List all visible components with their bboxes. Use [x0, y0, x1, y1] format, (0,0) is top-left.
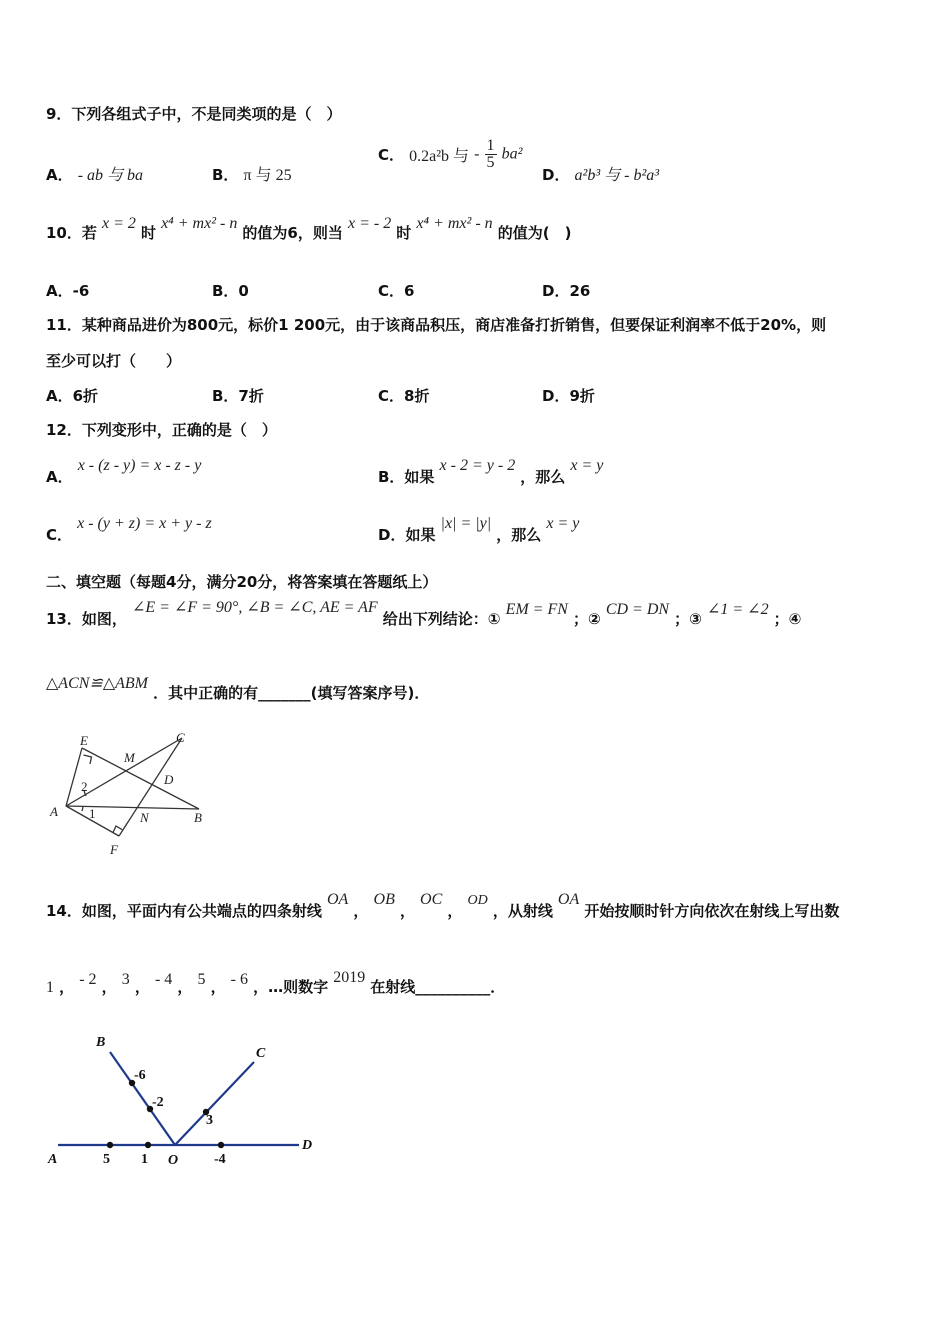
q14-rays-figure [44, 1028, 334, 1174]
q13-triangle-figure [44, 726, 224, 862]
fraction: $\frac{1}{5}$ [486, 137, 495, 171]
number: - 2 [79, 971, 97, 988]
q11-stem-line2: 至少可以打（ ） [46, 352, 182, 370]
q10-option-c: C．6 [378, 282, 415, 300]
right-angle-e [84, 755, 92, 764]
q9-option-a [46, 162, 143, 185]
math-expr: x⁴ + mx² - n [416, 215, 493, 232]
label-c: C [176, 730, 185, 745]
option-label: A． [46, 166, 73, 184]
math-expr: CD = DN [605, 601, 670, 618]
math-expr: ba² [501, 145, 523, 163]
q10-stem: 10．若 x = 2 时 x⁴ + mx² - n 的值为6，则当 x = - 2 时 x⁴ + mx² - n 的值为( ) [46, 215, 572, 242]
label-e: E [80, 733, 88, 748]
q9-option-c: C． 0.2a²b 与 - $\frac{1}{5}$ ba² [378, 137, 523, 171]
point-1 [145, 1142, 151, 1148]
math-expr: OA [557, 891, 580, 908]
math-expr: - ab 与 ba [77, 167, 144, 184]
label-1: 1 [141, 1152, 148, 1167]
q12-option-b: B．如果 x - 2 = y - 2 ，那么 x = y [378, 457, 604, 486]
math-expr: x = y [546, 515, 580, 532]
q13-stem: 13．如图， ∠E = ∠F = 90°, ∠B = ∠C, AE = AF 给出下列结论：① EM = FN ；② CD = DN ；③ ∠1 = ∠2 ；④ [46, 599, 802, 628]
math-expr: a²b³ 与 - b²a³ [574, 167, 660, 184]
math-expr: π 与 25 [243, 167, 292, 184]
math-expr: OA [326, 891, 349, 908]
label-a: A [50, 804, 58, 819]
q10-option-d: D．26 [542, 282, 591, 300]
q13-stem-cont: △ACN≌△ABM ．其中正确的有_______(填写答案序号)． [46, 675, 430, 702]
label-d: D [164, 772, 174, 787]
label-n: N [140, 810, 149, 825]
segment-eb [82, 748, 199, 809]
math-expr: x - (z - y) = x - z - y [77, 457, 202, 474]
label-1: 1 [89, 806, 96, 821]
math-expr: OC [420, 891, 443, 908]
q9-stem: 9．下列各组式子中，不是同类项的是（ ） [46, 105, 342, 123]
math-expr: x⁴ + mx² - n [161, 215, 238, 232]
math-expr: EM = FN [505, 601, 568, 618]
q11-option-a: A．6折 [46, 387, 99, 405]
section-heading: 二、填空题（每题4分，满分20分，将答案填在答题纸上） [46, 573, 438, 591]
ray-ob [110, 1052, 175, 1145]
label-5: 5 [103, 1152, 110, 1167]
q9-option-d [542, 162, 659, 185]
q12-option-d: D．如果 |x| = |y| ，那么 x = y [378, 515, 580, 544]
point-neg4 [218, 1142, 224, 1148]
q12-option-c: C． x - (y + z) = x + y - z [46, 515, 212, 544]
number: - 6 [230, 971, 248, 988]
label-a: A [48, 1152, 58, 1167]
segment-ab [66, 806, 199, 809]
q11-stem-line1: 11．某种商品进价为800元，标价1 200元，由于该商品积压，商店准备打折销售，但要保证利润率不低于20%，则 [46, 316, 827, 334]
q11-option-d: D．9折 [542, 387, 595, 405]
q11-option-b: B．7折 [212, 387, 264, 405]
label-d: D [302, 1138, 313, 1153]
math-expr: |x| = |y| [440, 515, 492, 532]
math-expr: x - 2 = y - 2 [439, 457, 516, 474]
option-label: B． [212, 166, 239, 184]
label-f: F [110, 842, 118, 857]
q10-option-a: A．-6 [46, 282, 90, 300]
math-expr: x - (y + z) = x + y - z [77, 515, 212, 532]
number: 1 [46, 979, 54, 996]
q14-stem-cont: 1 ， - 2 ， 3 ， - 4 ， 5 ， - 6 ，…则数字 2019 在射线__________． [46, 969, 506, 996]
math-expr: x = - 2 [347, 215, 392, 232]
number: - 4 [154, 971, 173, 988]
label-b: B [194, 810, 202, 825]
number: 2019 [333, 969, 366, 986]
label-neg6: -6 [134, 1068, 146, 1083]
ray-oc [175, 1062, 254, 1145]
q10-option-b: B．0 [212, 282, 249, 300]
math-expr: OB [373, 891, 395, 908]
math-expr: ∠1 = ∠2 [706, 601, 769, 618]
right-angle-f [113, 826, 122, 833]
q11-option-c: C．8折 [378, 387, 430, 405]
q12-option-a: A． x - (z - y) = x - z - y [46, 457, 202, 486]
label-c: C [256, 1046, 266, 1061]
math-expr: OD [467, 893, 488, 908]
label-2: 2 [81, 779, 88, 794]
q12-stem: 12．下列变形中，正确的是（ ） [46, 421, 277, 439]
label-neg4: -4 [214, 1152, 226, 1167]
option-label: D． [542, 166, 570, 184]
math-expr: ∠E = ∠F = 90°, ∠B = ∠C, AE = AF [131, 599, 378, 616]
number: 3 [121, 971, 130, 988]
label-b: B [96, 1035, 106, 1050]
q9-option-b [212, 162, 292, 185]
math-expr: 0.2a²b 与 [409, 148, 470, 165]
label-m: M [124, 750, 135, 765]
math-expr: △ACN≌△ABM [46, 675, 149, 692]
math-expr: x = 2 [101, 215, 136, 232]
label-o: O [168, 1153, 179, 1168]
number: 5 [197, 971, 206, 988]
point-5 [107, 1142, 113, 1148]
label-3: 3 [206, 1113, 213, 1128]
q14-stem: 14．如图，平面内有公共端点的四条射线 OA ， OB ， OC ， OD ，从射线 OA 开始按顺时针方向依次在射线上写出数 [46, 891, 840, 920]
option-label: C． [378, 146, 405, 164]
label-neg2: -2 [152, 1095, 164, 1110]
math-expr: x = y [570, 457, 604, 474]
